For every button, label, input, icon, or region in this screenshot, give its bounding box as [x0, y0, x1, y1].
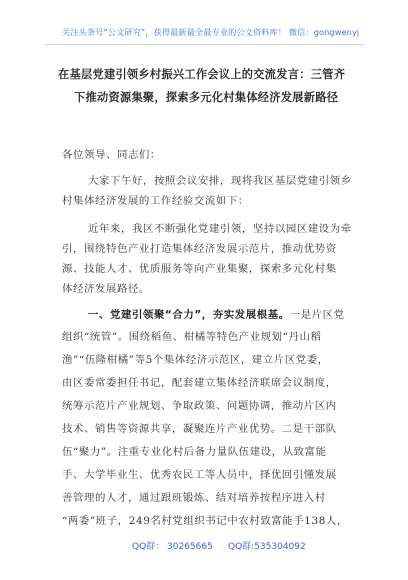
footer-qq-group-2: QQ群:535304092 [228, 542, 306, 552]
section1-line-8: 善管理的人才，通过跟班锻炼、结对培养按程序进入村 [62, 492, 326, 504]
section1-line-0: 一是片区党 [289, 309, 345, 321]
intro-line-2: 村集体经济发展的工作经验交流如下： [62, 195, 249, 207]
section1-line-3: 由区委常委担任书记，配套建立集体经济联席会议制度， [62, 377, 337, 389]
section1-first-line [88, 306, 345, 321]
footer-qq-group-1: QQ群： 30265665 [132, 542, 213, 552]
section1-heading: 一、党建引领聚“合力”，夯实发展根基。 [88, 309, 290, 321]
section1-line-7: 手、大学毕业生、优秀农民工等人员中，择优回引懂发展 [62, 469, 337, 481]
header-promo: 关注头条号“公文研究”，获得最新最全最专业的公文资料库！ 微信：gongwenyj [62, 27, 360, 37]
section1-line-2: 渔”“伍隆柑橘”等5个集体经济示范区，建立片区党委， [62, 354, 329, 366]
section1-line-6: 伍“聚力”。注重专业化村后备力量队伍建设，从致富能 [62, 446, 327, 458]
para1-line-1: 近年来，我区不断强化党建引领，坚持以园区建设为牵 [88, 223, 352, 235]
para1-line-3: 源、技能人才、优质服务等向产业集聚，探索多元化村集 [62, 263, 337, 275]
section1-line-4: 统筹示范片产业规划、争取政策、问题协调，推动片区内 [62, 400, 337, 412]
document-title-line-2: 下推动资源集聚，探索多元化村集体经济发展新路径 [74, 91, 339, 104]
para1-line-4: 体经济发展路径。 [62, 283, 150, 295]
document-title-line-1: 在基层党建引领乡村振兴工作会议上的交流发言：三管齐 [58, 68, 346, 81]
para1-line-2: 引，围绕特色产业打造集体经济发展示范片，推动优势资 [62, 243, 337, 255]
section1-line-1: 组织“统管”。围绕稻鱼、柑橘等特色产业规划“丹山稻 [62, 331, 322, 343]
header-divider [44, 44, 364, 45]
section1-line-5: 技术、销售等资源共享，凝聚连片产业优势。二是干部队 [62, 423, 337, 435]
section1-line-9: “两委”班子，249名村党组织书记中农村致富能手138人， [62, 515, 348, 527]
salutation: 各位领导、同志们： [62, 149, 161, 161]
intro-line-1: 大家下午好，按照会议安排，现将我区基层党建引领乡 [88, 175, 352, 187]
